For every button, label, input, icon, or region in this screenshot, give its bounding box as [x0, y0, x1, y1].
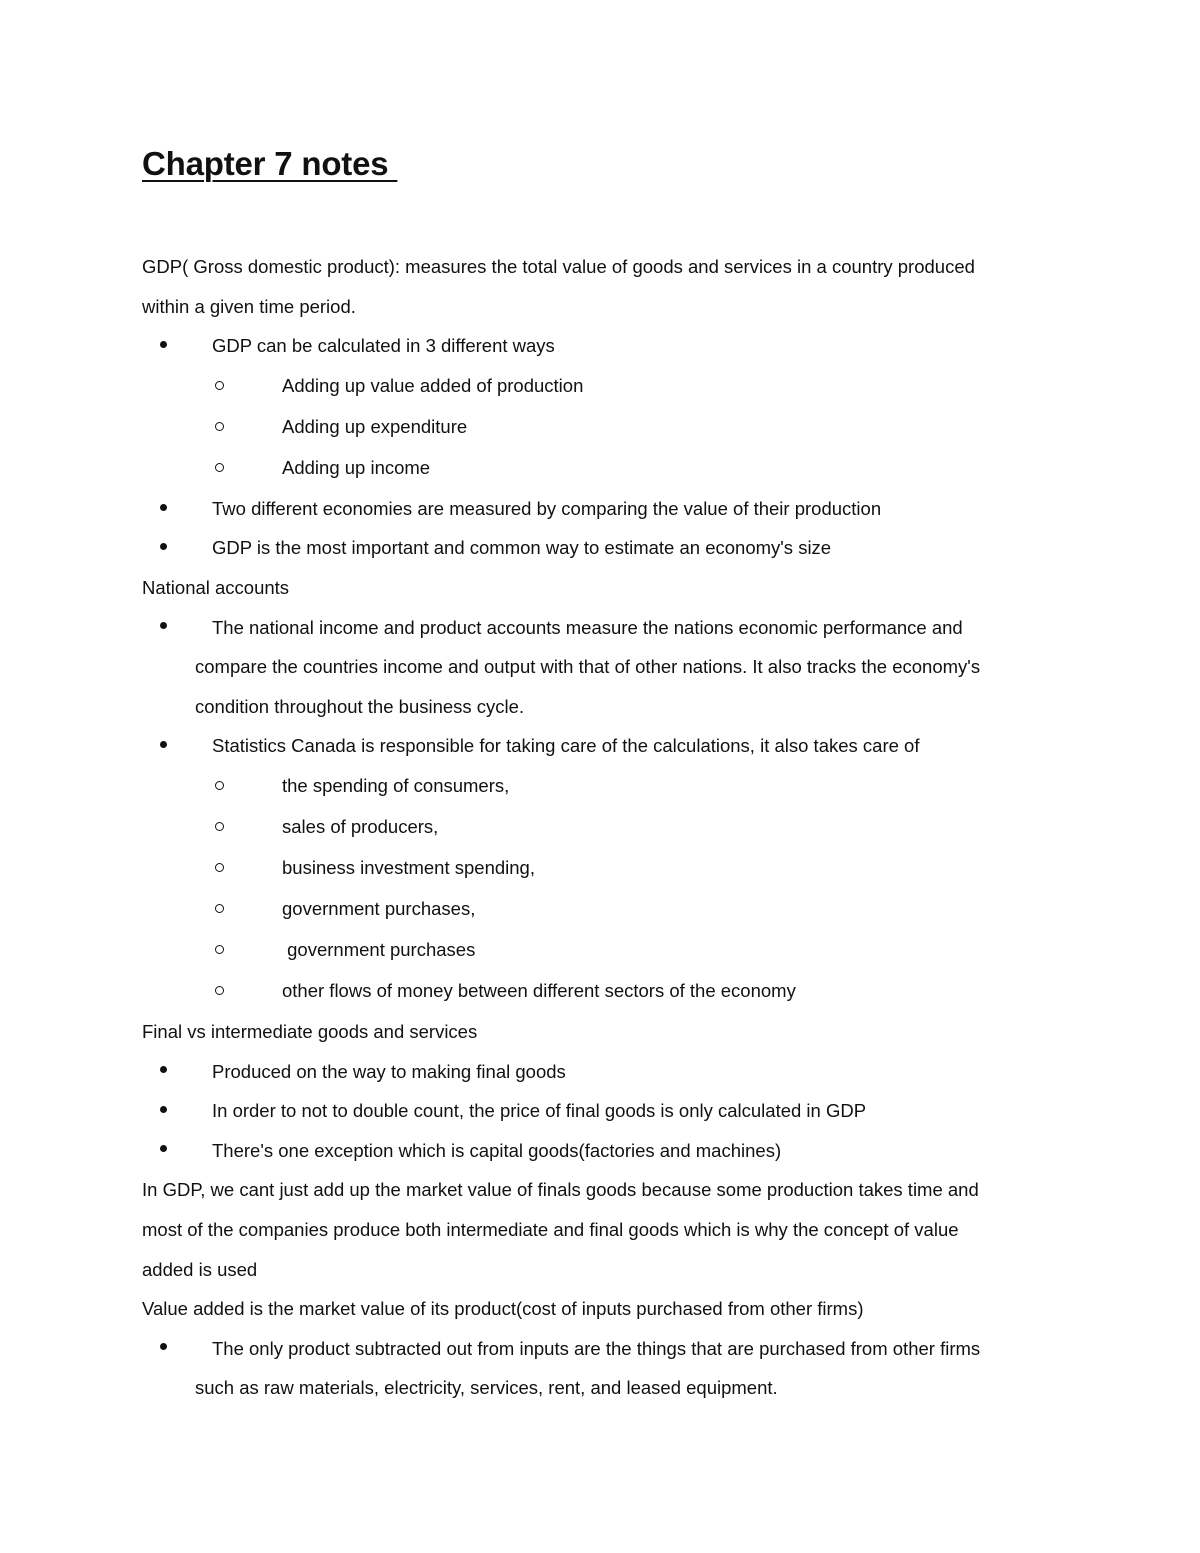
gdp-ways-list [142, 366, 1062, 489]
list-item [142, 930, 1062, 971]
sub-list-container [142, 766, 1062, 1012]
page-title: Chapter 7 notes [142, 145, 398, 182]
circle-bullet-icon [215, 407, 224, 447]
list-item-text: government purchases [282, 938, 476, 960]
list-item [142, 366, 1062, 407]
notes-body [142, 247, 1062, 1408]
list-item [142, 1052, 1062, 1092]
list-item-text: Two different economies are measured by comparing the value of their production [212, 497, 882, 519]
list-item [142, 889, 1062, 930]
list-item [142, 807, 1062, 848]
list-item [142, 407, 1062, 448]
list-item-text: government purchases, [282, 897, 476, 919]
national-accounts-list [142, 608, 1062, 1012]
gdp-bullet-list [142, 326, 1062, 568]
section-heading-final-vs-intermediate: Final vs intermediate goods and services [142, 1020, 478, 1042]
list-item [142, 1091, 1062, 1131]
bullet-icon [158, 489, 168, 529]
sub-list-container [142, 366, 1062, 489]
final-vs-intermediate-list [142, 1052, 1062, 1171]
bullet-icon [158, 726, 168, 766]
value-added-para-line-3: added is used [142, 1258, 258, 1280]
list-item-text: The national income and product accounts measure the nations economic performance and [212, 616, 963, 638]
circle-bullet-icon [215, 807, 224, 847]
circle-bullet-icon [215, 889, 224, 929]
list-item [142, 766, 1062, 807]
list-item-text: the spending of consumers, [282, 774, 510, 796]
list-item-text: There's one exception which is capital goods(factories and machines) [212, 1139, 782, 1161]
list-item [142, 489, 1062, 529]
bullet-icon [158, 1131, 168, 1171]
list-item-text: Statistics Canada is responsible for taking care of the calculations, it also takes care of [212, 735, 920, 757]
list-item [142, 1329, 1062, 1408]
list-item-text: compare the countries income and output with that of other nations. It also tracks the economy's [195, 656, 981, 678]
list-item-text: The only product subtracted out from inputs are the things that are purchased from other firms [212, 1337, 981, 1359]
value-added-definition: Value added is the market value of its product(cost of inputs purchased from other firms) [142, 1298, 864, 1320]
list-item-text: sales of producers, [282, 815, 439, 837]
value-added-para-line-2: most of the companies produce both intermediate and final goods which is why the concept of value [142, 1218, 959, 1240]
list-item-text: such as raw materials, electricity, services, rent, and leased equipment. [195, 1377, 778, 1399]
intro-line-1: GDP( Gross domestic product): measures the total value of goods and services in a country produced [142, 256, 975, 277]
circle-bullet-icon [215, 930, 224, 970]
list-item [142, 1131, 1062, 1171]
list-item-text: other flows of money between different sectors of the economy [282, 979, 796, 1001]
bullet-icon [158, 1052, 168, 1092]
bullet-icon [158, 608, 168, 648]
list-item-text: Adding up expenditure [282, 415, 468, 437]
list-item-text: Adding up income [282, 456, 431, 478]
list-item [142, 971, 1062, 1012]
list-item-text: GDP can be calculated in 3 different ways [212, 335, 555, 357]
list-item [142, 448, 1062, 489]
section-heading-national-accounts: National accounts [142, 576, 290, 598]
list-item-text: In order to not to double count, the price of final goods is only calculated in GDP [212, 1100, 867, 1122]
bullet-icon [158, 326, 168, 366]
list-item [142, 726, 1062, 766]
list-item-text: condition throughout the business cycle. [195, 695, 525, 717]
value-added-list [142, 1329, 1062, 1408]
list-item-text: Adding up value added of production [282, 374, 584, 396]
circle-bullet-icon [215, 971, 224, 1011]
list-item [142, 848, 1062, 889]
circle-bullet-icon [215, 448, 224, 488]
statistics-canada-list [142, 766, 1062, 1012]
bullet-icon [158, 1091, 168, 1131]
list-item-text: Produced on the way to making final goods [212, 1060, 566, 1082]
list-item [142, 608, 1062, 727]
bullet-icon [158, 1329, 168, 1369]
circle-bullet-icon [215, 848, 224, 888]
circle-bullet-icon [215, 766, 224, 806]
intro-line-2: within a given time period. [142, 295, 356, 317]
bullet-icon [158, 528, 168, 568]
list-item [142, 326, 1062, 366]
list-item [142, 528, 1062, 568]
value-added-para-line-1: In GDP, we cant just add up the market value of finals goods because some production takes time and [142, 1179, 979, 1201]
circle-bullet-icon [215, 366, 224, 406]
list-item-text: GDP is the most important and common way to estimate an economy's size [212, 537, 832, 559]
list-item-text: business investment spending, [282, 856, 535, 878]
